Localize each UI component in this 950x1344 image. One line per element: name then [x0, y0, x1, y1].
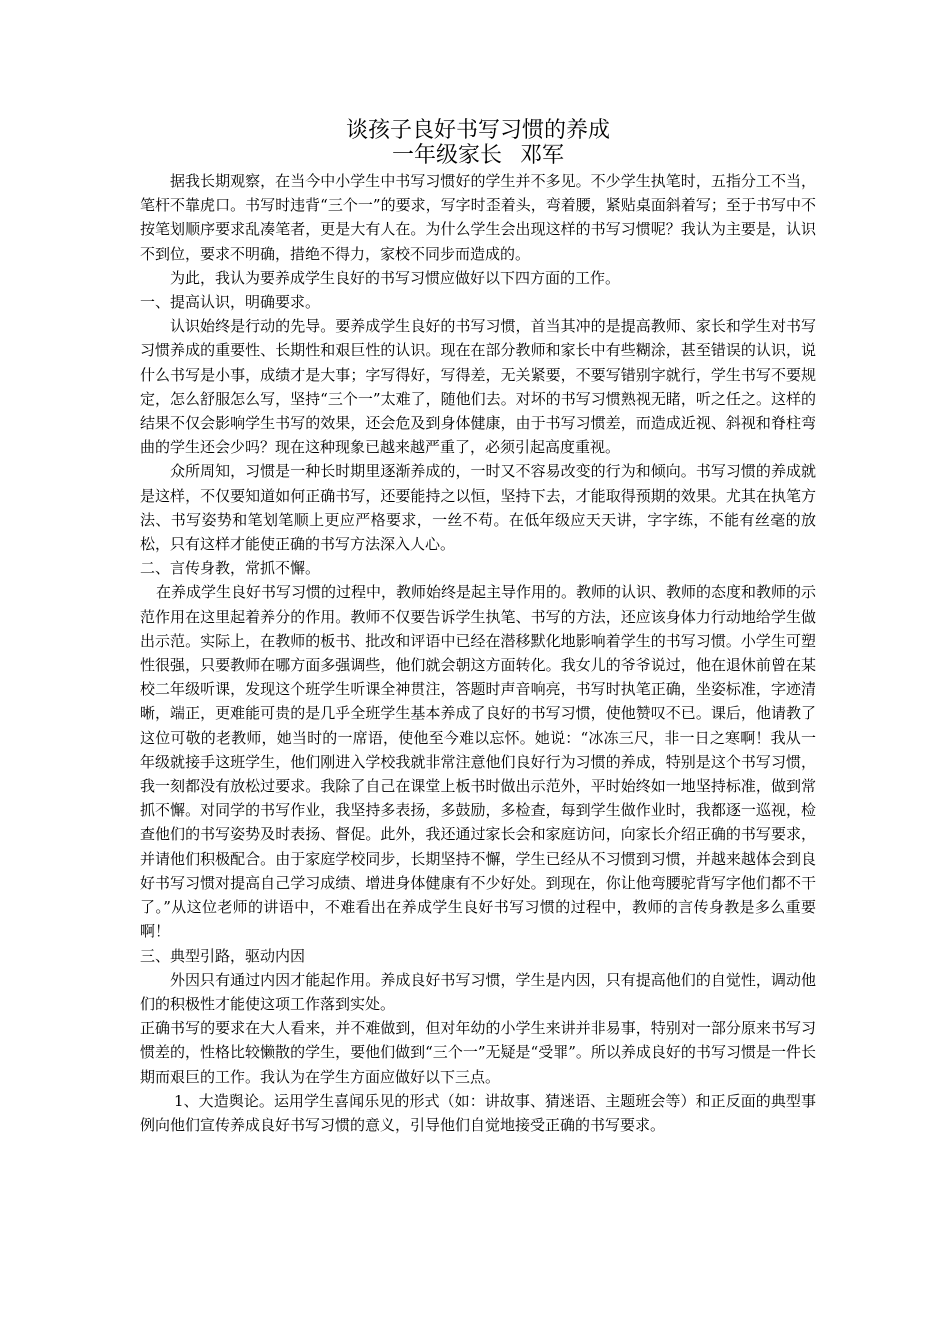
document-title: 谈孩子良好书写习惯的养成	[345, 118, 610, 143]
title-block	[140, 118, 816, 168]
section-heading-2: 二、言传身教，常抓不懈。	[140, 559, 321, 578]
paragraph-section1-a: 认识始终是行动的先导。要养成学生良好的书写习惯，首当其冲的是提高教师、家长和学生对书写习惯养成的重要性、长期性和艰巨性的认识。现在在部分教师和家长中有些糊涂，甚至错误的认识，说什么书写是小事，成绩才是大事；字写得好，写得差，无关紧要，不要写错别字就行，学生书写不要规定，怎么舒服怎么写，坚持“三个一”太难了，随他们去。对坏的书写习惯熟视无睹，听之任之。这样的结果不仅会影响学生书写的效果，还会危及到身体健康，由于书写习惯差，而造成近视、斜视和脊柱弯曲的学生还会少吗？现在这种现象已越来越严重了，必须引起高度重视。	[140, 317, 816, 457]
paragraph-intro: 据我长期观察，在当今中小学生中书写习惯好的学生并不多见。不少学生执笔时，五指分工不当，笔杆不靠虎口。书写时违背“三个一”的要求，写字时歪着头，弯着腰，紧贴桌面斜着写；至于书写中不按笔划顺序要求乱凑笔者，更是大有人在。为什么学生会出现这样的书写习惯呢？我认为主要是，认识不到位，要求不明确，措绝不得力，家校不同步而造成的。	[140, 172, 816, 263]
document-page	[140, 118, 816, 1137]
section-heading-3: 三、典型引路，驱动内因	[140, 946, 306, 965]
author-name: 邓军	[520, 143, 565, 168]
document-author-line	[140, 143, 816, 168]
paragraph-section3-point1: 1、大造舆论。运用学生喜闻乐见的形式（如：讲故事、猜迷语、主题班会等）和正反面的典型事例向他们宣传养成良好书写习惯的意义，引导他们自觉地接受正确的书写要求。	[140, 1091, 816, 1134]
section-heading-1: 一、提高认识，明确要求。	[140, 293, 321, 312]
paragraph-section1-b: 众所周知，习惯是一种长时期里逐渐养成的，一时又不容易改变的行为和倾向。书写习惯的养成就是这样，不仅要知道如何正确书写，还要能持之以恒，坚持下去，才能取得预期的效果。尤其在执笔方法、书写姿势和笔划笔顺上更应严格要求，一丝不苟。在低年级应天天讲，字字练，不能有丝毫的放松，只有这样才能使正确的书写方法深入人心。	[140, 462, 816, 554]
paragraph-section3-b: 正确书写的要求在大人看来，并不难做到，但对年幼的小学生来讲并非易事，特别对一部分原来书写习惯差的，性格比较懒散的学生，要他们做到“三个一”无疑是“受罪”。所以养成良好的书写习惯是一件长期而艰巨的工作。我认为在学生方面应做好以下三点。	[140, 1019, 816, 1086]
paragraph-section2: 在养成学生良好书写习惯的过程中，教师始终是起主导作用的。教师的认识、教师的态度和教师的示范作用在这里起着养分的作用。教师不仅要告诉学生执笔、书写的方法，还应该身体力行动地给学生做出示范。实际上，在教师的板书、批改和评语中已经在潜移默化地影响着学生的书写习惯。小学生可塑性很强，只要教师在哪方面多强调些，他们就会朝这方面转化。我女儿的爷爷说过，他在退休前曾在某校二年级听课，发现这个班学生听课全神贯注，答题时声音响亮，书写时执笔正确，坐姿标准，字迹清晰，端正，更难能可贵的是几乎全班学生基本养成了良好的书写习惯，使他赞叹不已。课后，他请教了这位可敬的老教师，她当时的一席语，使他至今难以忘怀。她说：“冰冻三尺，非一日之寒啊！我从一年级就接手这班学生，他们刚进入学校我就非常注意他们良好行为习惯的养成，特别是这个书写习惯，我一刻都没有放松过要求。我除了自己在课堂上板书时做出示范外，平时始终如一地坚持标准，做到常抓不懈。对同学的书写作业，我坚持多表扬，多鼓励，多检查，每到学生做作业时，我都逐一巡视，检查他们的书写姿势及时表扬、督促。此外，我还通过家长会和家庭访问，向家长介绍正确的书写要求，并请他们积极配合。由于家庭学校同步，长期坚持不懈，学生已经从不习惯到习惯，并越来越体会到良好书写习惯对提高自己学习成绩、增进身体健康有不少好处。到现在，你让他弯腰驼背写字他们都不干了。”从这位老师的讲语中，不难看出在养成学生良好书写习惯的过程中，教师的言传身教是多么重要啊！	[140, 583, 817, 941]
paragraph-section3-a: 外因只有通过内因才能起作用。养成良好书写习惯，学生是内因，只有提高他们的自觉性，调动他们的积极性才能使这项工作落到实处。	[140, 970, 816, 1013]
paragraph-outline: 为此，我认为要养成学生良好的书写习惯应做好以下四方面的工作。	[170, 268, 621, 287]
author-role: 一年级家长	[391, 143, 502, 168]
